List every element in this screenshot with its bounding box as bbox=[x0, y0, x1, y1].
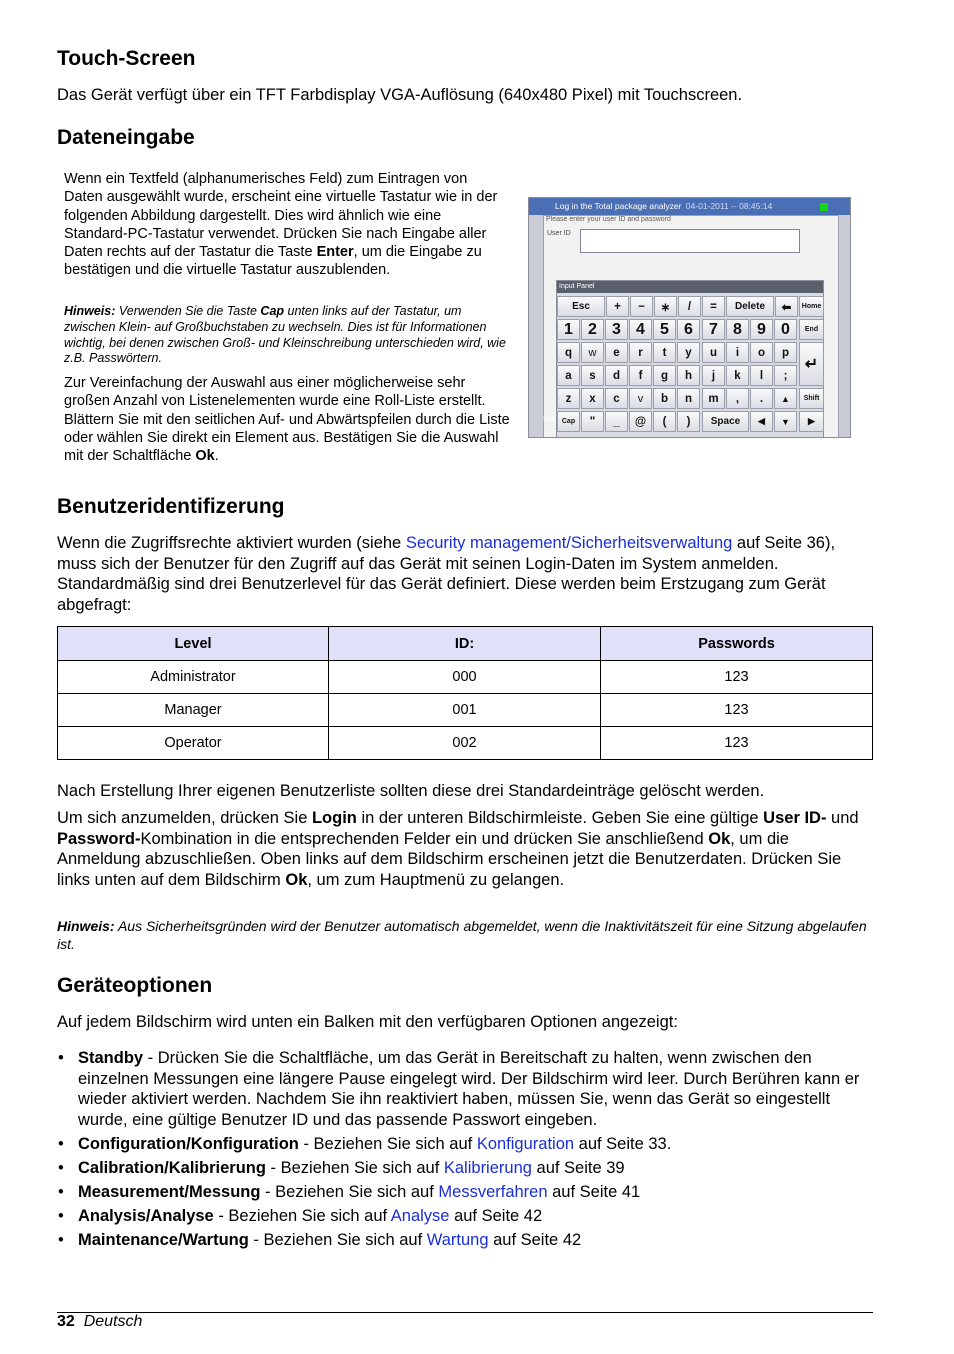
table-row bbox=[58, 661, 873, 694]
cell-password: 123 bbox=[601, 727, 873, 760]
key-8[interactable]: 8 bbox=[726, 319, 749, 340]
cell-level: Manager bbox=[58, 694, 329, 727]
key-underscore[interactable]: _ bbox=[605, 411, 628, 432]
cell-id: 002 bbox=[329, 727, 601, 760]
list-item: • Analysis/Analyse - Beziehen Sie sich auf Analyse auf Seite 42 bbox=[57, 1206, 873, 1227]
table-row bbox=[58, 694, 873, 727]
heading-touch-screen: Touch-Screen bbox=[57, 47, 196, 70]
cell-id: 001 bbox=[329, 694, 601, 727]
header-level: Level bbox=[58, 627, 329, 661]
key-period[interactable]: . bbox=[750, 388, 773, 409]
key-space[interactable]: Space bbox=[702, 411, 749, 432]
login-prompt: Please enter your user ID and password bbox=[546, 216, 671, 223]
user-id-label: User ID bbox=[547, 230, 571, 237]
key-k[interactable]: k bbox=[726, 365, 749, 386]
page-number: 32 bbox=[57, 1313, 75, 1330]
key-r[interactable]: r bbox=[629, 342, 652, 363]
key-2[interactable]: 2 bbox=[581, 319, 604, 340]
input-panel-title: Input Panel bbox=[557, 281, 823, 293]
key-q[interactable]: q bbox=[557, 342, 580, 363]
table-row bbox=[58, 727, 873, 760]
key-left-paren[interactable]: ( bbox=[653, 411, 676, 432]
list-item: • Measurement/Messung - Beziehen Sie sich auf Messverfahren auf Seite 41 bbox=[57, 1182, 873, 1203]
key-b[interactable]: b bbox=[653, 388, 676, 409]
key-j[interactable]: j bbox=[702, 365, 725, 386]
status-led-icon bbox=[820, 203, 828, 211]
user-identification-paragraph-1: Wenn die Zugriffsrechte aktiviert wurden (siehe Security management/Sicherheitsverwaltung auf Seite 36), muss sich der Benutzer für den Zugriff auf das Gerät mit seinen Login-Daten im System anmelden. Standardmäßig sind drei Benutzerlevel für das Gerät definiert. Diese werden beim Erstzugang zum Gerät abgefragt: bbox=[57, 534, 836, 614]
cell-password: 123 bbox=[601, 661, 873, 694]
page-footer bbox=[57, 1313, 142, 1331]
screenshot-title-bar: Log in the Total package analyzer 04-01-2011 -- 08:45:14 bbox=[529, 198, 850, 215]
key-equals[interactable]: = bbox=[702, 296, 725, 317]
key-1[interactable]: 1 bbox=[557, 319, 580, 340]
login-screenshot bbox=[528, 197, 851, 438]
configuration-link[interactable]: Konfiguration bbox=[476, 1134, 575, 1153]
analysis-link[interactable]: Analyse bbox=[390, 1206, 450, 1225]
key-3[interactable]: 3 bbox=[605, 319, 628, 340]
maintenance-link[interactable]: Wartung bbox=[426, 1230, 489, 1249]
key-n[interactable]: n bbox=[677, 388, 700, 409]
data-input-paragraph-2: Zur Vereinfachung der Auswahl aus einer möglicherweise sehr großen Anzahl von Listenelementen wurde eine Roll-Liste erstellt. Blättern Sie mit den seitlichen Auf- und Abwärtspfeilen durch die Liste oder wählen Sie direkt ein Element aus. Bestätigen Sie die Auswahl mit der Schaltfläche Ok. bbox=[64, 375, 510, 465]
key-home[interactable]: Home bbox=[799, 296, 824, 317]
cell-password: 123 bbox=[601, 694, 873, 727]
key-0[interactable]: 0 bbox=[774, 319, 797, 340]
key-4[interactable]: 4 bbox=[629, 319, 652, 340]
key-at[interactable]: @ bbox=[629, 411, 652, 432]
calibration-link[interactable]: Kalibrierung bbox=[443, 1158, 532, 1177]
key-shift[interactable]: Shift bbox=[799, 388, 824, 409]
key-quote[interactable]: " bbox=[581, 411, 604, 432]
heading-device-options: Geräteoptionen bbox=[57, 974, 213, 997]
list-item: • Configuration/Konfiguration - Beziehen Sie sich auf Konfiguration auf Seite 33. bbox=[57, 1134, 873, 1155]
device-options-intro: Auf jedem Bildschirm wird unten ein Balken mit den verfügbaren Optionen angezeigt: bbox=[57, 1013, 678, 1031]
list-item: • Calibration/Kalibrierung - Beziehen Sie sich auf Kalibrierung auf Seite 39 bbox=[57, 1158, 873, 1179]
key-c[interactable]: c bbox=[605, 388, 628, 409]
data-input-paragraph-1: Wenn ein Textfeld (alphanumerisches Feld) zum Eintragen von Daten ausgewählt wurde, erscheint eine virtuelle Tastatur wie in der folgenden Abbildung dargestellt. Dies wird ähnlich wie eine Standard-PC-Tastatur verwendet. Drücken Sie nach Eingabe aller Daten rechts auf der Tastatur die Taste Enter, um die Eingabe zu bestätigen und die virtuelle Tastatur auszublenden. bbox=[64, 171, 498, 279]
key-l[interactable]: l bbox=[750, 365, 773, 386]
touch-screen-text: Das Gerät verfügt über ein TFT Farbdisplay VGA-Auflösung (640x480 Pixel) mit Touchscreen. bbox=[57, 86, 743, 104]
security-management-link[interactable]: Security management/Sicherheitsverwaltung bbox=[405, 534, 733, 552]
key-delete[interactable]: Delete bbox=[726, 296, 774, 317]
key-end[interactable]: End bbox=[799, 319, 824, 340]
footer-divider bbox=[57, 1312, 873, 1313]
header-passwords: Passwords bbox=[601, 627, 873, 661]
device-options-list bbox=[57, 1048, 873, 1254]
key-s[interactable]: s bbox=[581, 365, 604, 386]
key-semicolon[interactable]: ; bbox=[774, 365, 797, 386]
key-u[interactable]: u bbox=[702, 342, 725, 363]
key-d[interactable]: d bbox=[605, 365, 628, 386]
cell-level: Administrator bbox=[58, 661, 329, 694]
key-down-arrow-icon[interactable]: ▼ bbox=[774, 411, 797, 432]
cell-id: 000 bbox=[329, 661, 601, 694]
key-up-arrow-icon[interactable]: ▲ bbox=[774, 388, 797, 409]
heading-user-identification: Benutzeridentifizerung bbox=[57, 495, 285, 518]
key-x[interactable]: x bbox=[581, 388, 604, 409]
virtual-keyboard bbox=[556, 280, 824, 438]
list-item: • Standby - Drücken Sie die Schaltfläche, um das Gerät in Bereitschaft zu halten, wenn zwischen den einzelnen Messungen eine längere Pause eingelegt wird. Der Bildschirm wird leer. Durch Berühren kann er wieder aktiviert werden. Nachdem Sie ihn reaktiviert haben, müssen Sie, wenn das Gerät so eingestellt wurde, eine gültige Benutzer ID und das passende Passwort eingeben. bbox=[57, 1048, 873, 1130]
key-h[interactable]: h bbox=[677, 365, 700, 386]
key-right-paren[interactable]: ) bbox=[677, 411, 700, 432]
key-p[interactable]: p bbox=[774, 342, 797, 363]
table-header-row bbox=[58, 627, 873, 661]
user-identification-paragraph-2: Nach Erstellung Ihrer eigenen Benutzerliste sollten diese drei Standardeinträge gelöscht werden. bbox=[57, 782, 765, 800]
key-o[interactable]: o bbox=[750, 342, 773, 363]
user-id-input[interactable] bbox=[580, 229, 800, 253]
user-levels-table bbox=[57, 626, 873, 760]
key-z[interactable]: z bbox=[557, 388, 580, 409]
key-w[interactable]: w bbox=[581, 342, 604, 363]
footer-language: Deutsch bbox=[83, 1313, 143, 1330]
key-backspace-icon[interactable]: ⬅ bbox=[775, 296, 798, 317]
key-asterisk[interactable]: ∗ bbox=[654, 296, 677, 317]
key-6[interactable]: 6 bbox=[677, 319, 700, 340]
key-e[interactable]: e bbox=[605, 342, 628, 363]
key-y[interactable]: y bbox=[677, 342, 700, 363]
header-id: ID: bbox=[329, 627, 601, 661]
key-minus[interactable]: − bbox=[630, 296, 653, 317]
cell-level: Operator bbox=[58, 727, 329, 760]
key-g[interactable]: g bbox=[653, 365, 676, 386]
user-identification-paragraph-3: Um sich anzumelden, drücken Sie Login in der unteren Bildschirmleiste. Geben Sie eine gültige User ID- und Password-Kombination in die entsprechenden Felder ein und drücken Sie anschließend Ok, um die Anmeldung abzuschließen. Oben links auf dem Bildschirm erscheinen jetzt die Benutzerdaten. Drücken Sie links unten auf dem Bildschirm Ok, um zum Hauptmenü zu gelangen. bbox=[57, 809, 859, 889]
key-plus[interactable]: + bbox=[606, 296, 629, 317]
key-cap[interactable]: Cap bbox=[557, 411, 580, 432]
list-item: • Maintenance/Wartung - Beziehen Sie sich auf Wartung auf Seite 42 bbox=[57, 1230, 873, 1251]
key-5[interactable]: 5 bbox=[653, 319, 676, 340]
key-left-arrow-icon[interactable]: ◀ bbox=[750, 411, 773, 432]
key-9[interactable]: 9 bbox=[750, 319, 773, 340]
data-input-note: Hinweis: Verwenden Sie die Taste Cap unten links auf der Tastatur, um zwischen Klein- auf Großbuchstaben zu wechseln. Dies ist für Informationen wichtig, bei denen zwischen Groß- und Kleinschreibung unterschieden wird, wie z.B. Passwörtern. bbox=[64, 304, 506, 366]
user-identification-note: Hinweis: Aus Sicherheitsgründen wird der Benutzer automatisch abgemeldet, wenn die Inaktivitätszeit für eine Sitzung abgelaufen ist. bbox=[57, 918, 867, 952]
key-7[interactable]: 7 bbox=[702, 319, 725, 340]
key-esc[interactable]: Esc bbox=[557, 296, 605, 317]
key-v[interactable]: v bbox=[629, 388, 652, 409]
key-right-arrow-icon[interactable]: ▶ bbox=[799, 411, 824, 432]
heading-data-input: Dateneingabe bbox=[57, 126, 195, 149]
key-f[interactable]: f bbox=[629, 365, 652, 386]
key-enter-icon[interactable]: ↵ bbox=[799, 342, 824, 386]
key-i[interactable]: i bbox=[726, 342, 749, 363]
measurement-link[interactable]: Messverfahren bbox=[438, 1182, 548, 1201]
key-t[interactable]: t bbox=[653, 342, 676, 363]
key-a[interactable]: a bbox=[557, 365, 580, 386]
key-m[interactable]: m bbox=[702, 388, 725, 409]
key-comma[interactable]: , bbox=[726, 388, 749, 409]
key-slash[interactable]: / bbox=[678, 296, 701, 317]
standby-button[interactable]: Stan bbox=[543, 417, 556, 423]
